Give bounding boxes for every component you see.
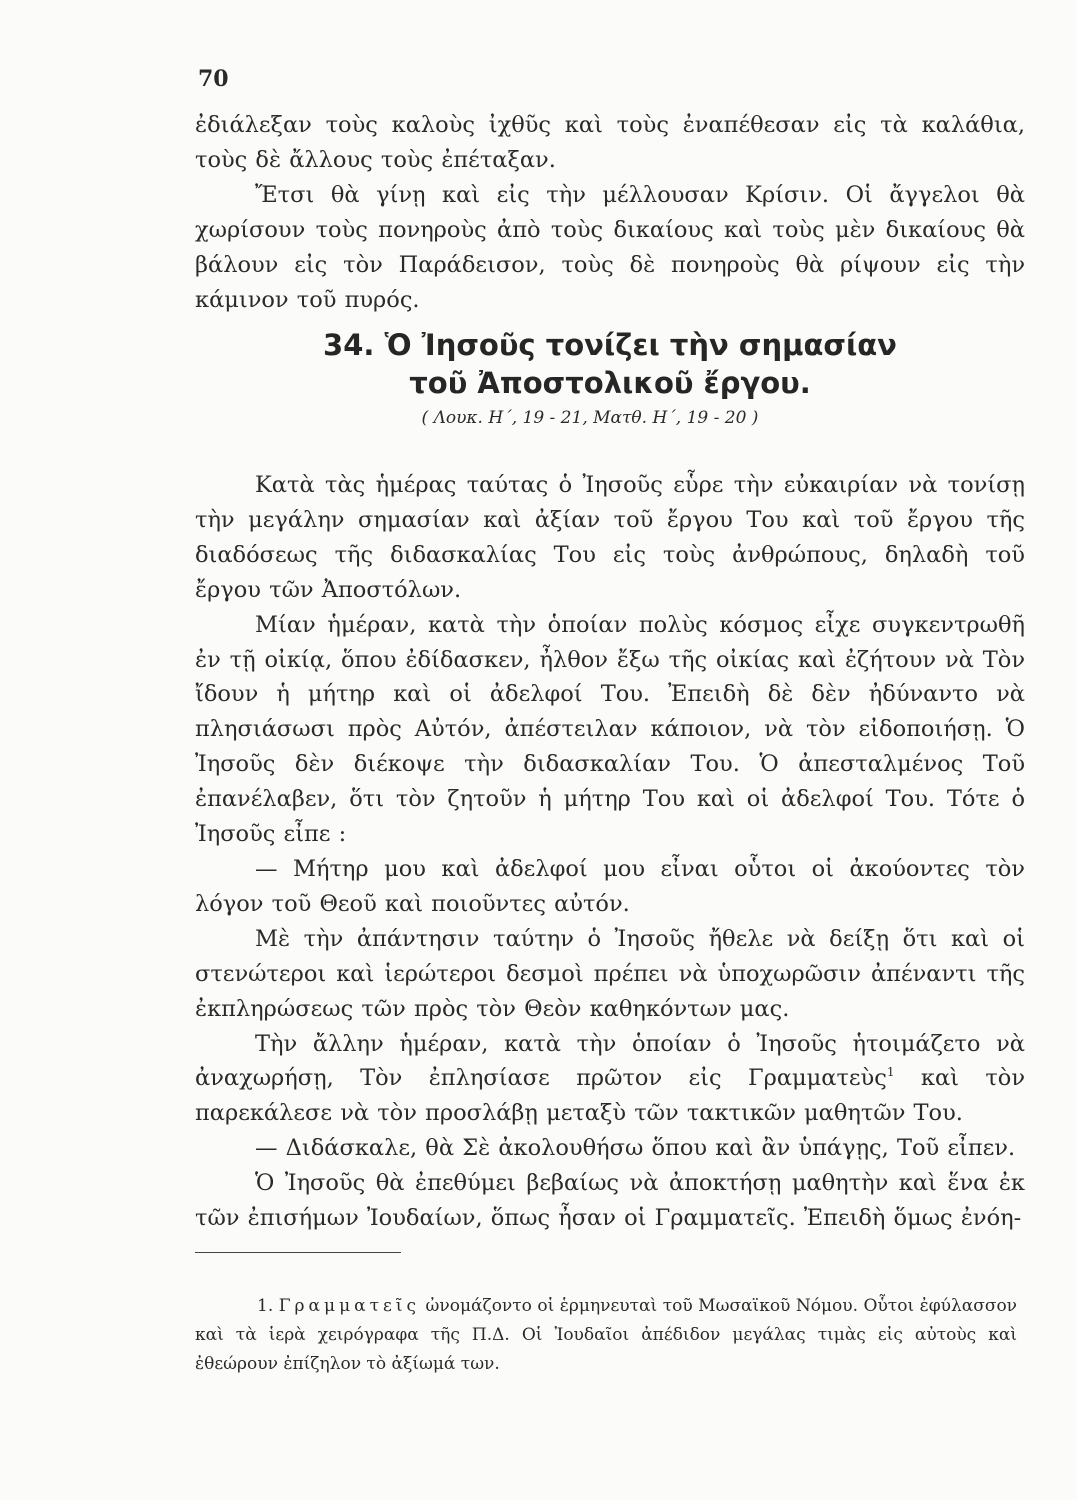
section-title-line-2: τοῦ Ἀποστολικοῦ ἔργου. xyxy=(409,366,811,400)
paragraph: ἐδιάλεξαν τοὺς καλοὺς ἰχθῦς καὶ τοὺς ἐναπέθεσαν εἰς τὰ καλάθια, τοὺς δὲ ἄλλους τοὺς ἐπέταξαν. xyxy=(195,112,1025,173)
footnote-number: 1. xyxy=(257,1296,274,1316)
section-title-line-1: 34. Ὁ Ἰησοῦς τονίζει τὴν σημασίαν xyxy=(323,328,897,362)
footnote xyxy=(195,1292,1017,1379)
scripture-reference: ( Λουκ. Η΄, 19 - 21, Ματθ. Η΄, 19 - 20 ) xyxy=(421,408,759,428)
paragraph-text: Τὴν ἄλλην ἡμέραν, κατὰ τὴν ὁποίαν ὁ Ἰησοῦς ἡτοιμάζετο νὰ ἀναχωρήσῃ, Τὸν ἐπλησίασε πρῶτον εἰς Γραμματεὺς xyxy=(195,1030,1025,1092)
main-text xyxy=(195,468,1025,1236)
paragraph: Μὲ τὴν ἀπάντησιν ταύτην ὁ Ἰησοῦς ἤθελε νὰ δείξῃ ὅτι καὶ οἱ στενώτεροι καὶ ἱερώτεροι δεσμοὶ πρέπει νὰ ὑποχωρῶσιν ἀπέναντι τῆς ἐκπληρώσεως τῶν πρὸς τὸν Θεὸν καθηκόντων μας. xyxy=(195,925,1025,1022)
section-heading xyxy=(195,326,1025,432)
footnote-divider xyxy=(195,1252,401,1253)
paragraph: Κατὰ τὰς ἡμέρας ταύτας ὁ Ἰησοῦς εὗρε τὴν εὐκαιρίαν νὰ τονίσῃ τὴν μεγάλην σημασίαν καὶ ἀξίαν τοῦ ἔργου Του καὶ τοῦ ἔργου τῆς διαδόσεως τῆς διδασκαλίας Του εἰς τοὺς ἀνθρώπους, δηλαδὴ τοῦ ἔργου τῶν Ἀποστόλων. xyxy=(195,472,1025,603)
footnote-text xyxy=(195,1292,1017,1379)
page-number: 70 xyxy=(198,66,229,92)
intro-text xyxy=(195,108,1025,317)
dialogue-line: — Μήτηρ μου καὶ ἀδελφοί μου εἶναι οὗτοι οἱ ἀκούοντες τὸν λόγον τοῦ Θεοῦ καὶ ποιοῦντες αὐτόν. xyxy=(195,855,1025,917)
paragraph xyxy=(195,1027,1025,1132)
footnote-body: ὠνομάζοντο οἱ ἑρμηνευταὶ τοῦ Μωσαϊκοῦ Νόμου. Οὗτοι ἐφύλασσον καὶ τὰ ἱερὰ χειρόγραφα τῆς Π.Δ. Οἱ Ἰουδαῖοι ἀπέδιδον μεγάλας τιμὰς εἰς αὐτοὺς καὶ ἐθεώρουν ἐπίζηλον τὸ ἀξίωμά των. xyxy=(195,1296,1018,1374)
paragraph: Ἔτσι θὰ γίνῃ καὶ εἰς τὴν μέλλουσαν Κρίσιν. Οἱ ἄγγελοι θὰ χωρίσουν τοὺς πονηροὺς ἀπὸ τοὺς δικαίους καὶ τοὺς μὲν δικαίους θὰ βάλουν εἰς τὸν Παράδεισον, τοὺς δὲ πονηροὺς θὰ ρίψουν εἰς τὴν κάμινον τοῦ πυρός. xyxy=(195,181,1025,313)
paragraph-text-continued: καὶ τὸν παρεκάλεσε νὰ τὸν προσλάβῃ μεταξὺ τῶν τακτικῶν μαθητῶν Του. xyxy=(195,1065,1026,1127)
dialogue-line: — Διδάσκαλε, θὰ Σὲ ἀκολουθήσω ὅπου καὶ ἂν ὑπάγῃς, Τοῦ εἶπεν. xyxy=(255,1135,1016,1162)
footnote-marker: 1 xyxy=(886,1065,895,1080)
paragraph: Μίαν ἡμέραν, κατὰ τὴν ὁποίαν πολὺς κόσμος εἶχε συγκεντρωθῆ ἐν τῇ οἰκίᾳ, ὅπου ἐδίδασκεν, ἦλθον ἔξω τῆς οἰκίας καὶ ἐζήτουν νὰ Τὸν ἴδουν ἡ μήτηρ καὶ οἱ ἀδελφοί Του. Ἐπειδὴ δὲ δὲν ἠδύναντο νὰ πλησιάσωσι πρὸς Αὐτόν, ἀπέστειλαν κάποιον, νὰ τὸν εἰδοποιήσῃ. Ὁ Ἰησοῦς δὲν διέκοψε τὴν διδασκαλίαν Του. Ὁ ἀπεσταλμένος Τοῦ ἐπανέλαβεν, ὅτι τὸν ζητοῦν ἡ μήτηρ Του καὶ οἱ ἀδελφοί Του. Τότε ὁ Ἰησοῦς εἶπε : xyxy=(195,611,1025,848)
paragraph: Ὁ Ἰησοῦς θὰ ἐπεθύμει βεβαίως νὰ ἀποκτήσῃ μαθητὴν καὶ ἕνα ἐκ τῶν ἐπισήμων Ἰουδαίων, ὅπως ἦσαν οἱ Γραμματεῖς. Ἐπειδὴ ὅμως ἐνόη- xyxy=(195,1170,1025,1232)
footnote-term: Γραμματεῖς xyxy=(278,1296,420,1316)
